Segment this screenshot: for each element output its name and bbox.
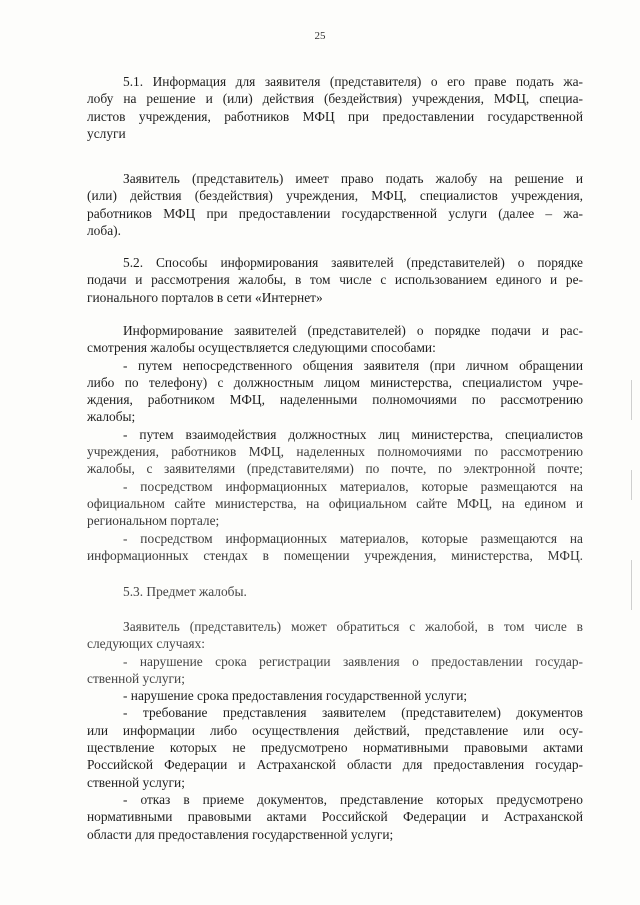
text-line: жалобы, с заявителями (представителями) по почте, по электронной почте; [87, 461, 583, 477]
text-line: официальном сайте министерства, на официальном сайте МФЦ, на едином и [87, 495, 583, 511]
section-5-1-heading [87, 73, 583, 142]
text-line: - нарушение срока регистрации заявления о предоставлении государ- [123, 653, 583, 669]
text-line: региональном портале; [87, 513, 220, 529]
text-line: учреждения, работников МФЦ, наделенных полномочиями по рассмотрению [87, 444, 583, 460]
text-line: - путем взаимодействия должностных лиц министерства, специалистов [123, 426, 583, 442]
text-line: информационных стендах в помещении учреждения, министерства, МФЦ. [87, 547, 583, 563]
text-line: 5.2. Способы информирования заявителей (представителей) о порядке [123, 255, 583, 270]
text-line: гионального порталов в сети «Интернет» [87, 289, 323, 305]
text-line: лобу на решение и (или) действия (бездействия) учреждения, МФЦ, специа- [87, 91, 583, 107]
text-line: - посредством информационных материалов, которые размещаются на [123, 530, 583, 546]
text-line: либо по телефону) с должностным лицом министерства, специалистом учре- [87, 374, 583, 390]
text-line: жалобы; [87, 409, 136, 425]
section-5-2-heading [87, 254, 583, 306]
text-line: или информации либо осуществления действий, представление или осу- [87, 722, 583, 738]
scan-margin-mark [631, 560, 632, 610]
text-line: - нарушение срока предоставления государственной услуги; [123, 688, 468, 704]
text-line: листов учреждения, работников МФЦ при предоставлении государственной [87, 108, 583, 124]
text-line: ственной услуги; [87, 670, 185, 686]
text-line: нормативными правовыми актами Российской Федерации и Астраханской [87, 809, 583, 825]
text-line: 5.3. Предмет жалобы. [123, 584, 247, 599]
text-line: (или) действия (бездействия) учреждения, МФЦ, специалистов учреждения, [87, 188, 583, 204]
text-line: Информирование заявителей (представителей) о порядке подачи и рас- [123, 323, 583, 338]
text-line: следующих случаях: [87, 636, 205, 652]
text-line: работников МФЦ при предоставлении государственной услуги (далее – жа- [87, 205, 583, 221]
text-line: - требование представления заявителем (представителем) документов [123, 705, 583, 721]
scan-margin-mark [631, 380, 632, 420]
text-line: ственной услуги; [87, 774, 185, 790]
text-line: лоба). [87, 222, 121, 238]
text-line: Российской Федерации и Астраханской области для предоставления государ- [87, 757, 583, 773]
text-line: Заявитель (представитель) имеет право подать жалобу на решение и [123, 171, 583, 186]
section-5-3-body [87, 618, 583, 843]
text-line: услуги [87, 125, 126, 141]
text-line: Заявитель (представитель) может обратиться с жалобой, в том числе в [123, 619, 583, 634]
section-5-2-body [87, 322, 583, 564]
text-line: ществление которых не предусмотрено нормативными правовыми актами [87, 740, 583, 756]
text-line: ждения, работником МФЦ, наделенными полномочиями по рассмотрению [87, 392, 583, 408]
text-line: подачи и рассмотрения жалобы, в том числе с использованием единого и ре- [87, 272, 583, 288]
text-line: области для предоставления государственной услуги; [87, 826, 394, 842]
scan-margin-mark [631, 470, 632, 500]
text-line: - посредством информационных материалов, которые размещаются на [123, 478, 583, 494]
text-line: - путем непосредственного общения заявителя (при личном обращении [123, 357, 583, 373]
section-5-3-heading [87, 583, 583, 600]
page-number: 25 [314, 30, 326, 42]
text-line: 5.1. Информация для заявителя (представителя) о его праве подать жа- [123, 74, 583, 89]
text-line: смотрения жалобы осуществляется следующими способами: [87, 340, 436, 356]
text-line: - отказ в приеме документов, представление которых предусмотрено [123, 791, 583, 807]
section-5-1-body [87, 170, 583, 239]
